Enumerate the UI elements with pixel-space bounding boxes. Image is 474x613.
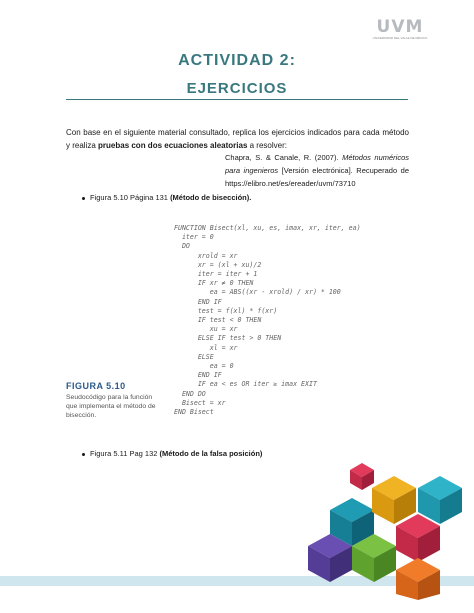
- title-divider: [66, 99, 408, 100]
- code-line: iter = iter + 1: [174, 270, 258, 279]
- code-line: xl = xr: [174, 343, 238, 352]
- code-line: xu = xr: [174, 325, 238, 334]
- page-title: ACTIVIDAD 2:: [178, 52, 296, 69]
- logo-text: UVM: [376, 17, 424, 37]
- bullet-text: Figura 5.10 Página 131: [90, 193, 171, 202]
- page-subtitle: EJERCICIOS: [186, 80, 288, 97]
- bullet-method: (Método de bisección).: [170, 193, 252, 202]
- code-line: ea = 0: [174, 362, 234, 371]
- footer-band: [0, 576, 474, 586]
- code-line: END DO: [174, 389, 206, 398]
- code-line: Bisect = xr: [174, 398, 226, 407]
- code-line: test = f(xl) * f(xr): [174, 306, 278, 315]
- code-line: FUNCTION Bisect(xl, xu, es, imax, xr, iter, ea): [174, 224, 361, 232]
- code-line: IF xr ≠ 0 THEN: [174, 279, 254, 288]
- code-line: ELSE: [174, 352, 214, 361]
- code-line: END IF: [174, 297, 222, 306]
- list-item-false-position: [82, 449, 262, 459]
- code-line: xrold = xr: [174, 251, 238, 260]
- reference-source: [Versión electrónica]. Recuperado de https://elibro.net/es/ereader/uvm/73710: [225, 166, 410, 188]
- uvm-logo: [370, 18, 430, 40]
- bullet-text: Figura 5.11 Pag 132: [90, 449, 160, 458]
- code-line: END Bisect: [174, 408, 214, 417]
- pseudocode-block: [174, 224, 414, 417]
- code-line: IF ea < es OR iter ≥ imax EXIT: [174, 380, 317, 389]
- intro-paragraph: [66, 126, 409, 152]
- reference-citation: [225, 151, 409, 190]
- intro-text-end: a resolver:: [247, 141, 287, 150]
- code-line: DO: [174, 242, 190, 251]
- list-item-bisection: [82, 193, 251, 203]
- code-line: iter = 0: [174, 233, 214, 242]
- figure-caption: Seudocódigo para la función que implementa el método de bisección.: [66, 394, 156, 419]
- intro-emphasis: pruebas con dos ecuaciones aleatorias: [98, 141, 248, 150]
- intro-text: Con base en el siguiente material consultado, replica los ejercicios indicados para cada método y realiza: [66, 128, 409, 150]
- code-line: IF test < 0 THEN: [174, 316, 262, 325]
- reference-authors: Chapra, S. & Canale, R. (2007).: [225, 153, 343, 162]
- bullet-icon: [82, 453, 85, 456]
- code-line: ea = ABS((xr - xrold) / xr) * 100: [174, 288, 341, 297]
- bullet-icon: [82, 197, 85, 200]
- reference-title: Métodos numéricos para ingenieros: [225, 153, 409, 175]
- figure-label: FIGURA 5.10: [66, 381, 126, 391]
- bullet-method: (Método de la falsa posición): [159, 449, 263, 458]
- code-line: xr = (xl + xu)/2: [174, 260, 262, 269]
- logo-subtext: UNIVERSIDAD DEL VALLE DE MÉXICO: [372, 36, 428, 40]
- code-line: END IF: [174, 371, 222, 380]
- code-line: ELSE IF test > 0 THEN: [174, 334, 282, 343]
